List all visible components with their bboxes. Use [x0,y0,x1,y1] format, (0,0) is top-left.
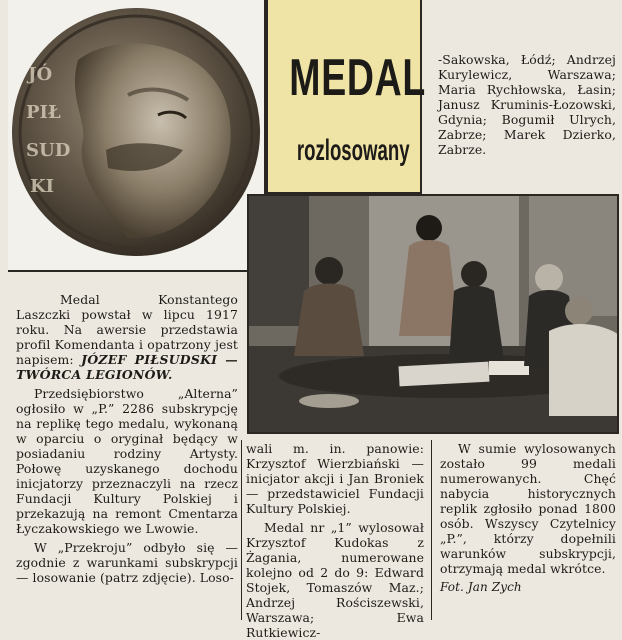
headline-box [266,0,426,194]
medal-letters-4: KI [30,176,55,197]
headline-title: MEDAL [289,49,426,107]
column-divider-1 [241,440,242,620]
medal-intro-text: Medal Konstantego Laszczki powstał w lipcu 1917 roku. Na awersie przedstawia profil Komendanta i opatrzony jest napisem: [16,292,238,367]
paragraph-winners: Medal nr „1” wylosował Krzysztof Kudokas z Żagania, numerowane kolejno od 2 do 9: Edward Stojek, Tomaszów Maz.; Andrzej Rościszewski, Warszawa; Ewa Rutkiewicz- [246,520,424,640]
article-column-top-right [438,52,616,157]
article-column-right [440,441,616,595]
medal-coin-graphic [8,0,264,270]
drawing-photo [247,194,619,434]
article-column-middle [246,441,424,640]
paragraph-summary: W sumie wylosowanych zostało 99 medali numerowanych. Chęć nabycia historycznych replik zgłosiło ponad 1800 osób. Wszyscy Czytelnicy „P.”, którzy dopełnili warunków subskrypcji, otrzymają medal wkrótce. [440,441,616,576]
paragraph-name-list-end: -Sakowska, Łódź; Andrzej Kurylewicz, Warszawa; Maria Rychłowska, Łasin; Janusz Kruminis-Łozowski, Gdynia; Bogumił Ulrych, Zabrze; Marek Dzierko, Zabrze. [438,52,616,157]
paragraph-drawing: W „Przekroju” odbyło się — zgodnie z warunkami subskrypcji — losowanie (patrz zdjęcie). Loso- [16,540,238,585]
paragraph-medal-intro [16,292,238,382]
column-divider-2 [431,440,432,620]
drawing-scene-graphic [249,196,619,434]
medal-inscription-text: JÓZEF PIŁSUDSKI — TWÓRCA LEGIONÓW. [16,352,238,382]
photo-credit: Fot. Jan Zych [440,580,522,594]
headline-subtitle: rozlosowany [296,134,410,167]
article-column-left [16,292,238,585]
medal-letters-2: PIŁ [26,102,61,123]
medal-image [8,0,266,272]
medal-letters-3: SUD [26,140,71,161]
paragraph-drawing-participants: wali m. in. panowie: Krzysztof Wierzbiański — inicjator akcji i Jan Broniek — przedstawiciel Fundacji Kultury Polskiej. [246,441,424,516]
medal-letters-1: JÓ [28,64,53,85]
paragraph-subscription: Przedsiębiorstwo „Alterna” ogłosiło w „P.” 2286 subskrypcję na replikę tego medalu, wykonaną w oparciu o oryginał będący w posiadaniu rodziny Artysty. Połowę uzyskanego dochodu inicjatorzy przeznaczyli na rzecz Fundacji Kultury Polskiej i przekazują na remont Cmentarza Łyczakowskiego we Lwowie. [16,386,238,536]
